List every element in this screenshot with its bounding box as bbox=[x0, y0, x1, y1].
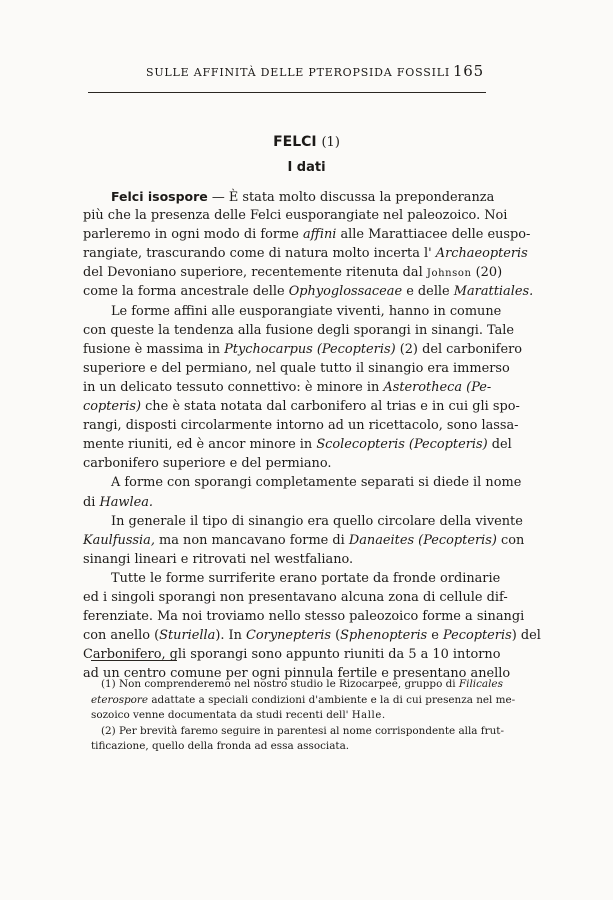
section-title bbox=[0, 134, 613, 150]
text-line: più che la presenza delle Felci eusporangiate nel paleozoico. Noi bbox=[83, 208, 508, 224]
text-line: mente riuniti, ed è ancor minore in Scolecopteris (Pecopteris) del bbox=[83, 437, 512, 453]
page-number: 165 bbox=[452, 62, 484, 80]
body-text bbox=[83, 187, 541, 683]
footnote-line: tificazione, quello della fronda ad essa associata. bbox=[91, 740, 350, 753]
text-line: rangi, disposti circolarmente intorno ad un ricettacolo, sono lassa- bbox=[83, 418, 519, 434]
text-line: copteris) che è stata notata dal carbonifero al trias e in cui gli spo- bbox=[83, 399, 520, 415]
footnote-line: (1) Non comprenderemo nel nostro studio le Rizocarpee, gruppo di Filicales bbox=[101, 678, 503, 690]
text-line: con anello (Sturiella). In Corynepteris (Sphenopteris e Pecopteris) del bbox=[83, 628, 541, 644]
footnote-line: (2) Per brevità faremo seguire in parentesi al nome corrispondente alla frut- bbox=[101, 724, 504, 737]
text-line: ed i singoli sporangi non presentavano alcuna zona di cellule dif- bbox=[83, 589, 508, 605]
text-line: rangiate, trascurando come di natura molto incerta l' Archaeopteris bbox=[83, 246, 528, 262]
text-line: come la forma ancestrale delle Ophyoglossaceae e delle Marattiales. bbox=[83, 284, 534, 300]
section-subtitle: I dati bbox=[287, 160, 326, 175]
text-line: Tutte le forme surriferite erano portate da fronde ordinarie bbox=[111, 570, 501, 586]
footnote-line: sozoico venne documentata da studi recenti dell' Halle. bbox=[91, 709, 386, 722]
text-line: carbonifero superiore e del permiano. bbox=[83, 456, 332, 472]
text-line: parleremo in ogni modo di forme affini alle Marattiacee delle euspo- bbox=[83, 227, 531, 243]
footnotes bbox=[91, 677, 516, 755]
running-title: SULLE AFFINITÀ DELLE PTEROPSIDA FOSSILI bbox=[146, 66, 450, 79]
text-line: Kaulfussia, ma non mancavano forme di Danaeites (Pecopteris) con bbox=[83, 532, 525, 548]
paragraph-subhead: Felci isospore bbox=[111, 189, 208, 204]
text-line: Carbonifero, gli sporangi sono appunto riuniti da 5 a 10 intorno bbox=[83, 647, 501, 663]
text-line: superiore e del permiano, nel quale tutto il sinangio era immerso bbox=[83, 360, 510, 376]
footnote-ref-1: (1) bbox=[321, 135, 340, 150]
text-line: del Devoniano superiore, recentemente ritenuta dal Johnson (20) bbox=[83, 265, 503, 281]
text-line: ad un centro comune per ogni pinnula fertile e presentano anello bbox=[83, 666, 511, 682]
text-line: sinangi lineari e ritrovati nel westfaliano. bbox=[83, 551, 354, 567]
section-title-text: FELCI bbox=[273, 134, 317, 150]
text-line: con queste la tendenza alla fusione degli sporangi in sinangi. Tale bbox=[83, 322, 515, 338]
header-rule bbox=[88, 92, 486, 93]
text-line: in un delicato tessuto connettivo: è minore in Asterotheca (Pe- bbox=[83, 379, 492, 395]
text-line: ferenziate. Ma noi troviamo nello stesso paleozoico forme a sinangi bbox=[83, 609, 525, 625]
text-line: A forme con sporangi completamente separati si diede il nome bbox=[111, 475, 522, 491]
text-line: Le forme affini alle eusporangiate viventi, hanno in comune bbox=[111, 303, 502, 319]
text-line: fusione è massima in Ptychocarpus (Pecopteris) (2) del carbonifero bbox=[83, 341, 522, 357]
text-line: In generale il tipo di sinangio era quello circolare della vivente bbox=[111, 513, 523, 529]
footnote-rule bbox=[91, 660, 177, 661]
text-line: di Hawlea. bbox=[83, 494, 153, 510]
footnote-line: eterospore adattate a speciali condizioni d'ambiente e la di cui presenza nel me- bbox=[91, 693, 516, 706]
text-line: Felci isospore — È stata molto discussa la preponderanza bbox=[111, 189, 495, 205]
